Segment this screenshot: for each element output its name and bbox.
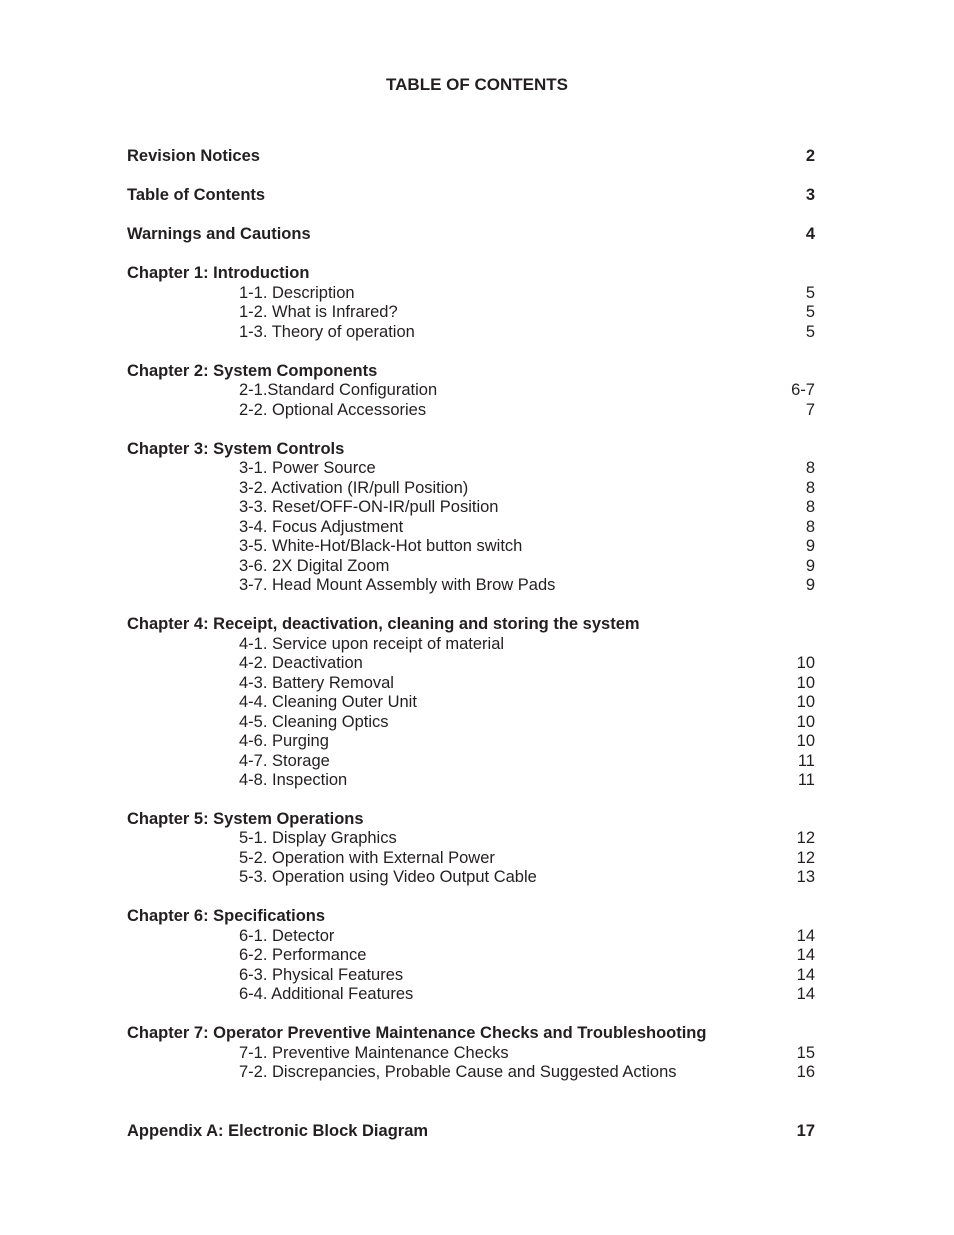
toc-subentry [127, 692, 827, 712]
toc-subentry [127, 673, 827, 693]
toc-subentry [127, 731, 827, 751]
toc-entry-page: 14 [796, 966, 815, 984]
toc-entry-label: Chapter 2: System Components [127, 362, 378, 380]
toc-subentry [127, 653, 827, 673]
toc-subentry [127, 497, 827, 517]
toc-entry-label: 4-7. Storage [239, 752, 330, 770]
toc-entry-label: 5-1. Display Graphics [239, 829, 397, 847]
toc-entry-label: Table of Contents [127, 186, 266, 204]
toc-subentry [127, 984, 827, 1004]
toc-entry-label: 3-2. Activation (IR/pull Position) [239, 479, 469, 497]
toc-subentry [127, 867, 827, 887]
toc-subentry [127, 575, 827, 595]
toc-subentry [127, 770, 827, 790]
toc-entry-label: 5-2. Operation with External Power [239, 849, 495, 867]
toc-subentry [127, 283, 827, 303]
toc-entry-page: 16 [796, 1063, 815, 1081]
toc-subentry [127, 517, 827, 537]
toc-entry-page: 2 [805, 147, 815, 165]
toc-entry-label: Chapter 1: Introduction [127, 264, 310, 282]
toc-subentry [127, 400, 827, 420]
toc-chapter-4-heading [127, 614, 827, 634]
toc-entry-label: 6-3. Physical Features [239, 966, 404, 984]
toc-subentry [127, 751, 827, 771]
toc-entry-page: 9 [805, 537, 815, 555]
toc-entry-page: 10 [796, 654, 815, 672]
toc-entry-page: 8 [805, 518, 815, 536]
toc-entry-label: 4-6. Purging [239, 732, 329, 750]
toc-entry-page: 5 [805, 323, 815, 341]
toc-entry-label: 6-4. Additional Features [239, 985, 414, 1003]
toc-entry-page: 9 [805, 557, 815, 575]
toc-entry-page: 12 [796, 829, 815, 847]
toc-subentry [127, 965, 827, 985]
toc-entry-page: 7 [805, 401, 815, 419]
toc-entry-label: Chapter 6: Specifications [127, 907, 326, 925]
toc-entry-label: 4-5. Cleaning Optics [239, 713, 389, 731]
toc-entry-label: 3-1. Power Source [239, 459, 376, 477]
toc-subentry [127, 1043, 827, 1063]
page-title: TABLE OF CONTENTS [386, 75, 568, 94]
toc-entry-page: 6-7 [791, 381, 815, 399]
toc-subentry [127, 478, 827, 498]
toc-subentry [127, 945, 827, 965]
toc-entry-label: Chapter 4: Receipt, deactivation, cleaning and storing the system [127, 615, 640, 633]
toc-entry-label: Appendix A: Electronic Block Diagram [127, 1122, 429, 1140]
toc-entry-page: 5 [805, 303, 815, 321]
toc-subentry [127, 302, 827, 322]
toc-entry-page: 14 [796, 946, 815, 964]
toc-entry-label: 4-8. Inspection [239, 771, 348, 789]
toc-entry-label: Chapter 3: System Controls [127, 440, 345, 458]
toc-chapter-6-heading [127, 906, 827, 926]
toc-entry-label: 4-1. Service upon receipt of material [239, 635, 505, 653]
toc-entry-label: 3-4. Focus Adjustment [239, 518, 404, 536]
toc-chapter-7-heading [127, 1023, 827, 1043]
toc-entry-page: 13 [796, 868, 815, 886]
toc-subentry [127, 1062, 827, 1082]
toc-entry-revision-notices [127, 146, 827, 166]
toc-entry-label: 3-6. 2X Digital Zoom [239, 557, 390, 575]
toc-entry-page: 3 [805, 186, 815, 204]
toc-subentry [127, 712, 827, 732]
toc-chapter-2-heading [127, 361, 827, 381]
toc-entry-label: Chapter 5: System Operations [127, 810, 364, 828]
toc-entry-warnings-and-cautions [127, 224, 827, 244]
toc-entry-page: 10 [796, 693, 815, 711]
toc-chapter-5-heading [127, 809, 827, 829]
toc-entry-page: 11 [797, 752, 815, 770]
toc-subentry [127, 556, 827, 576]
toc-entry-label: 1-2. What is Infrared? [239, 303, 398, 321]
toc-entry-page: 10 [796, 713, 815, 731]
toc-entry-page: 8 [805, 498, 815, 516]
toc-subentry [127, 322, 827, 342]
toc-entry-table-of-contents [127, 185, 827, 205]
toc-entry-page: 9 [805, 576, 815, 594]
toc-entry-label: 6-1. Detector [239, 927, 335, 945]
toc-subentry [127, 458, 827, 478]
toc-subentry [127, 926, 827, 946]
toc-entry-appendix-a [127, 1121, 827, 1141]
toc-entry-page: 5 [805, 284, 815, 302]
toc-entry-page: 8 [805, 459, 815, 477]
toc-entry-page: 4 [805, 225, 815, 243]
toc-entry-label: 4-3. Battery Removal [239, 674, 394, 692]
toc-entry-page: 11 [797, 771, 815, 789]
toc-entry-page: 15 [796, 1044, 815, 1062]
toc-subentry [127, 380, 827, 400]
toc-entry-label: 4-2. Deactivation [239, 654, 363, 672]
toc-entry-label: 4-4. Cleaning Outer Unit [239, 693, 417, 711]
toc-subentry [127, 536, 827, 556]
toc-entry-page: 17 [796, 1122, 815, 1140]
toc-chapter-1-heading [127, 263, 827, 283]
toc-entry-label: 1-1. Description [239, 284, 355, 302]
toc-entry-label: 2-2. Optional Accessories [239, 401, 427, 419]
toc-entry-label: 1-3. Theory of operation [239, 323, 415, 341]
toc-subentry [127, 848, 827, 868]
toc-entry-label: 5-3. Operation using Video Output Cable [239, 868, 537, 886]
toc-entry-label: 7-1. Preventive Maintenance Checks [239, 1044, 509, 1062]
toc-entry-label: 6-2. Performance [239, 946, 367, 964]
toc-entry-label: 3-3. Reset/OFF-ON-IR/pull Position [239, 498, 499, 516]
toc-subentry [127, 828, 827, 848]
toc-entry-page: 8 [805, 479, 815, 497]
toc-entry-label: Chapter 7: Operator Preventive Maintenance Checks and Troubleshooting [127, 1024, 707, 1042]
toc-subentry [127, 634, 827, 654]
toc-entry-page: 10 [796, 732, 815, 750]
toc-entry-page: 10 [796, 674, 815, 692]
toc-entry-label: Revision Notices [127, 147, 260, 165]
toc-entry-label: 3-7. Head Mount Assembly with Brow Pads [239, 576, 556, 594]
toc-entry-label: 7-2. Discrepancies, Probable Cause and Suggested Actions [239, 1063, 677, 1081]
toc-entry-page: 14 [796, 985, 815, 1003]
toc-entry-page: 14 [796, 927, 815, 945]
toc-chapter-3-heading [127, 439, 827, 459]
toc-entry-label: 3-5. White-Hot/Black-Hot button switch [239, 537, 523, 555]
toc-entry-page: 12 [796, 849, 815, 867]
toc-entry-label: 2-1.Standard Configuration [239, 381, 438, 399]
toc-entry-label: Warnings and Cautions [127, 225, 311, 243]
